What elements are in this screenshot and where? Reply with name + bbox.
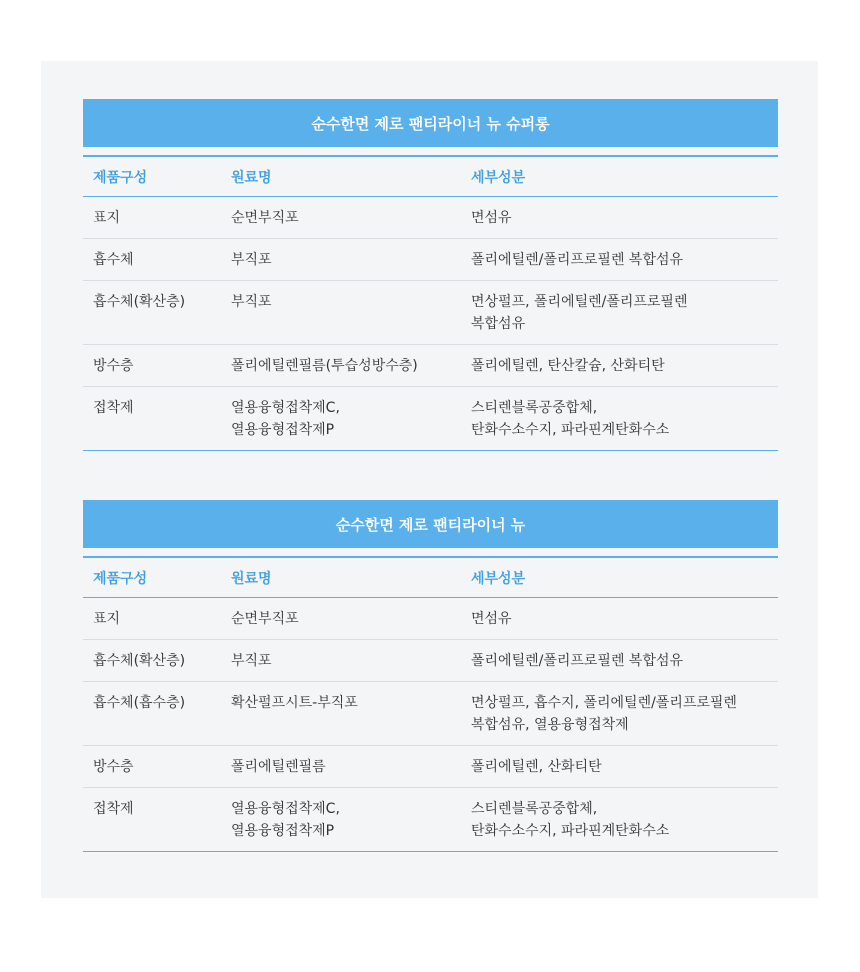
cell-material: 부직포 <box>221 640 461 682</box>
cell-component: 표지 <box>83 197 221 239</box>
cell-detail: 면섬유 <box>461 197 778 239</box>
product-table-super-long <box>83 99 778 451</box>
table-header-row <box>83 156 778 197</box>
cell-material: 부직포 <box>221 281 461 345</box>
table-row <box>83 598 778 640</box>
cell-material: 부직포 <box>221 239 461 281</box>
composition-table <box>83 556 778 852</box>
cell-detail: 폴리에틸렌, 탄산칼슘, 산화티탄 <box>461 345 778 387</box>
cell-detail: 스티렌블록공중합체, 탄화수소수지, 파라핀계탄화수소 <box>461 387 778 451</box>
cell-component: 흡수체(흡수층) <box>83 682 221 746</box>
cell-detail: 면상펄프, 폴리에틸렌/폴리프로필렌 복합섬유 <box>461 281 778 345</box>
table-title: 순수한면 제로 팬티라이너 뉴 <box>83 500 778 548</box>
table-row <box>83 345 778 387</box>
cell-material: 폴리에틸렌필름 <box>221 746 461 788</box>
header-material: 원료명 <box>231 570 272 587</box>
header-detail: 세부성분 <box>471 570 526 587</box>
cell-material: 순면부직포 <box>221 598 461 640</box>
table-row <box>83 387 778 451</box>
table-header-row <box>83 557 778 598</box>
cell-detail: 폴리에틸렌/폴리프로필렌 복합섬유 <box>461 640 778 682</box>
table-row <box>83 788 778 852</box>
cell-component: 흡수체(확산층) <box>83 640 221 682</box>
table-row <box>83 197 778 239</box>
cell-component: 흡수체(확산층) <box>83 281 221 345</box>
cell-component: 접착제 <box>83 387 221 451</box>
table-row <box>83 640 778 682</box>
cell-detail: 폴리에틸렌/폴리프로필렌 복합섬유 <box>461 239 778 281</box>
cell-detail: 면상펄프, 흡수지, 폴리에틸렌/폴리프로필렌 복합섬유, 열용융형접착제 <box>461 682 778 746</box>
cell-material: 폴리에틸렌필름(투습성방수층) <box>221 345 461 387</box>
cell-material: 순면부직포 <box>221 197 461 239</box>
composition-table <box>83 155 778 451</box>
cell-material: 열용융형접착제C, 열용융형접착제P <box>221 387 461 451</box>
table-row <box>83 682 778 746</box>
table-row <box>83 746 778 788</box>
cell-component: 방수층 <box>83 746 221 788</box>
cell-component: 방수층 <box>83 345 221 387</box>
cell-component: 접착제 <box>83 788 221 852</box>
header-component: 제품구성 <box>93 570 148 587</box>
cell-detail: 면섬유 <box>461 598 778 640</box>
cell-detail: 스티렌블록공중합체, 탄화수소수지, 파라핀계탄화수소 <box>461 788 778 852</box>
table-row <box>83 239 778 281</box>
header-component: 제품구성 <box>93 169 148 186</box>
header-material: 원료명 <box>231 169 272 186</box>
cell-component: 흡수체 <box>83 239 221 281</box>
table-title: 순수한면 제로 팬티라이너 뉴 슈퍼롱 <box>83 99 778 147</box>
cell-detail: 폴리에틸렌, 산화티탄 <box>461 746 778 788</box>
cell-material: 확산펄프시트-부직포 <box>221 682 461 746</box>
cell-component: 표지 <box>83 598 221 640</box>
product-table-new <box>83 500 778 852</box>
header-detail: 세부성분 <box>471 169 526 186</box>
table-row <box>83 281 778 345</box>
cell-material: 열용융형접착제C, 열용융형접착제P <box>221 788 461 852</box>
